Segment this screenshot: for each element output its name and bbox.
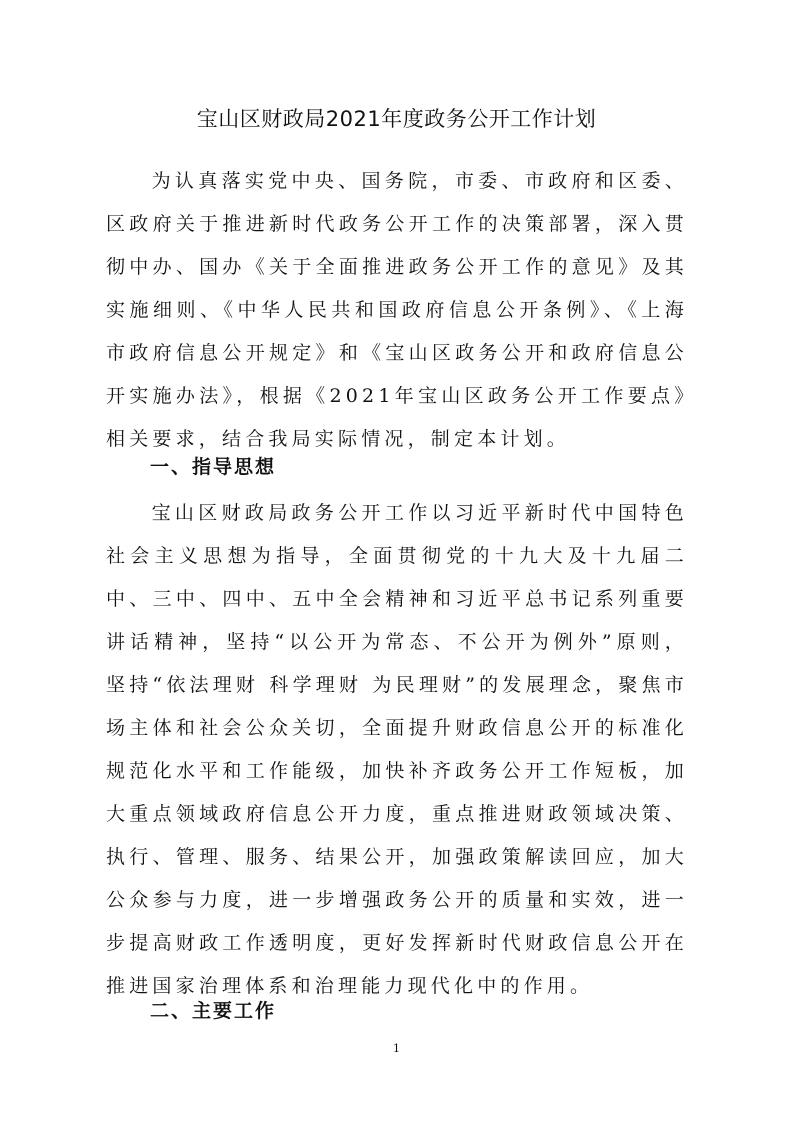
- section-heading-guiding-ideology: 一、指导思想: [150, 456, 277, 478]
- page-title: 宝山区财政局2021年度政务公开工作计划: [196, 107, 597, 131]
- section-heading-main-work: 二、主要工作: [150, 1000, 277, 1022]
- guiding-ideology-paragraph: 宝山区财政局政务公开工作以习近平新时代中国特色社会主义思想为指导，全面贯彻党的十九大及十九届二中、三中、四中、五中全会精神和习近平总书记系列重要讲话精神，坚持“以公开为常态、不公开为例外”原则，坚持“依法理财 科学理财 为民理财”的发展理念，聚焦市场主体和社会公众关切，全面提升财政信息公开的标准化规范化水平和工作能级，加快补齐政务公开工作短板，加大重点领域政府信息公开力度，重点推进财政领域决策、执行、管理、服务、结果公开，加强政策解读回应，加大公众参与力度，进一步增强政务公开的质量和实效，进一步提高财政工作透明度，更好发挥新时代财政信息公开在推进国家治理体系和治理能力现代化中的作用。: [106, 502, 688, 997]
- intro-paragraph: 为认真落实党中央、国务院，市委、市政府和区委、区政府关于推进新时代政务公开工作的决策部署，深入贯彻中办、国办《关于全面推进政务公开工作的意见》及其实施细则、《中华人民共和国政府信息公开条例》、《上海市政府信息公开规定》和《宝山区政务公开和政府信息公开实施办法》，根据《2021年宝山区政务公开工作要点》相关要求，结合我局实际情况，制定本计划。: [106, 170, 688, 450]
- page-number: 1: [393, 1042, 400, 1055]
